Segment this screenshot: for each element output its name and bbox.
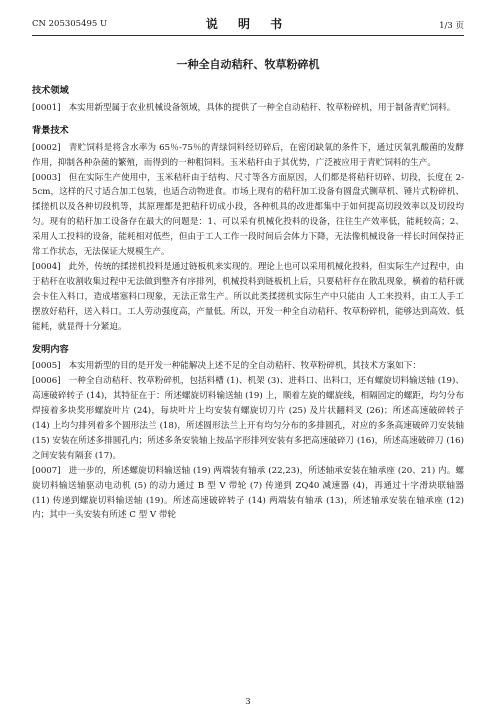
page-number: 3 bbox=[245, 697, 251, 707]
page-header bbox=[32, 16, 464, 32]
paragraph bbox=[32, 359, 464, 374]
patent-number: CN 205305495 U bbox=[32, 19, 108, 29]
section-heading: 发明内容 bbox=[32, 343, 69, 355]
document-body bbox=[32, 84, 464, 523]
paragraph bbox=[32, 141, 464, 171]
paragraph bbox=[32, 464, 464, 524]
paragraph-number: [0005] bbox=[32, 361, 61, 372]
paragraph-text: 一种全自动秸秆、牧草粉碎机，包括料槽 (1)、机架 (3)、进料口、出料口，还有螺旋切料输送轴 (19)、高速破碎转子 (14)，其特征在于：所述螺旋切料输送轴 (19) 上，顺着左旋的螺旋线，相隔固定的螺距，均匀分布焊接着多块奖形螺旋叶片 (24)，每块叶片上均安装有螺旋切刀片 (25) 及片状翻料叉 (26)；所述高速破碎转子 (14) 上均匀排列着多个圆形法兰 (18)，所述圆形法兰上开有均匀分布的多排圆孔，对应的多条高速破碎刀安装轴 (15) 安装在所述多排圆孔内；所述多条安装轴上按品字形排列安装有多把高速破碎刀 (16)，所述高速破碎刀 (16) 之间安装有隔套 (17)。 bbox=[32, 376, 464, 461]
paragraph-number: [0003] bbox=[32, 172, 61, 183]
paragraph-number: [0004] bbox=[32, 261, 61, 272]
header-divider bbox=[32, 35, 464, 36]
section-heading: 技术领域 bbox=[32, 85, 69, 96]
paragraph-number: [0006] bbox=[32, 376, 61, 387]
paragraph-text: 本实用新型的目的是开发一种能解决上述不足的全自动秸秆、牧草粉碎机，其技术方案如下： bbox=[68, 361, 421, 372]
paragraph-text: 青贮饲料是将含水率为 65％-75％的青绿饲料经切碎后，在密闭缺氧的条件下，通过厌氧乳酸菌的发酵作用，抑制各种杂菌的繁殖，而得到的一种粗饲料。玉米秸秆由于其优势，广泛被应用于青贮饲料的生产。 bbox=[32, 142, 464, 168]
paragraph-number: [0001] bbox=[32, 102, 61, 113]
paragraph-text: 本实用新型属于农业机械设备领域，具体的提供了一种全自动秸秆、牧草粉碎机，用于制备青贮饲料。 bbox=[68, 102, 456, 113]
paragraph bbox=[32, 101, 464, 116]
paragraph-number: [0002] bbox=[32, 142, 61, 153]
section-heading: 背景技术 bbox=[32, 124, 69, 136]
paragraph-number: [0007] bbox=[32, 465, 61, 476]
paragraph-text: 此外，传统的揉搓机投料是通过链板机来实现的。理论上也可以采用机械化投料，但实际生产过程中，由于秸秆在收割收集过程中无法做到整齐有序排列，机械投料到链板机上后，只要秸秆存在散乱现象，横着的秸秆就会卡住入料口，造成堵塞料口现象，无法正常生产。所以此类揉搓机实际生产中只能由 人工来投料，由工人手工摆放好秸秆，送入料口。工人劳动强度高，产量低。所以，开发一种全自动秸秆、牧草粉碎机，能够达到高效、低能耗，就显得十分紧迫。 bbox=[32, 261, 464, 332]
page-count: 1/3 页 bbox=[439, 21, 464, 31]
paragraph bbox=[32, 374, 464, 463]
paragraph bbox=[32, 260, 464, 335]
paragraph-text: 但在实际生产使用中，玉米秸秆由于结构、尺寸等各方面原因，人们都是将秸秆切碎、切段，长度在 2-5cm，这样的尺寸适合加工包装，也适合动物进食。市场上现有的秸秆加工设备有圆盘式铡草机、锤片式粉碎机、揉搓机以及各种切段机等，其原理都是把秸秆切成小段，各种机具的改进都集中于如何提高切段效率以及切段均匀。现有的秸秆加工设备存在最大的问题是：1、可以采有机械化投料的设备，往往生产效率低，能耗较高；2、采用人工投料的设备，能耗相对低些，但由于工人工作一段时间后会体力下降，无法像机械设备一样长时间保持正常工作状态，无法保证大规模生产。 bbox=[32, 172, 464, 258]
document-type: 说 明 书 bbox=[205, 17, 291, 31]
paragraph bbox=[32, 171, 464, 260]
document-title: 一种全自动秸秆、牧草粉碎机 bbox=[176, 58, 320, 71]
paragraph-text: 进一步的，所述螺旋切料输送轴 (19) 两端装有轴承 (22,23)，所述轴承安装在轴承座 (20、21) 内。螺旋切料输送轴驱动电动机 (5) 的动力通过 B 型 V 带轮 (7) 传递到 ZQ40 减速器 (4)，再通过十字滑块联轴器 (11) 传递到螺旋切料输送轴 (19)。所述高速破碎转子 (14) 两端装有轴承 (13)，所述轴承安装在轴承座 (12) 内；其中一头安装有所述 C 型 V 带轮 bbox=[32, 465, 464, 521]
